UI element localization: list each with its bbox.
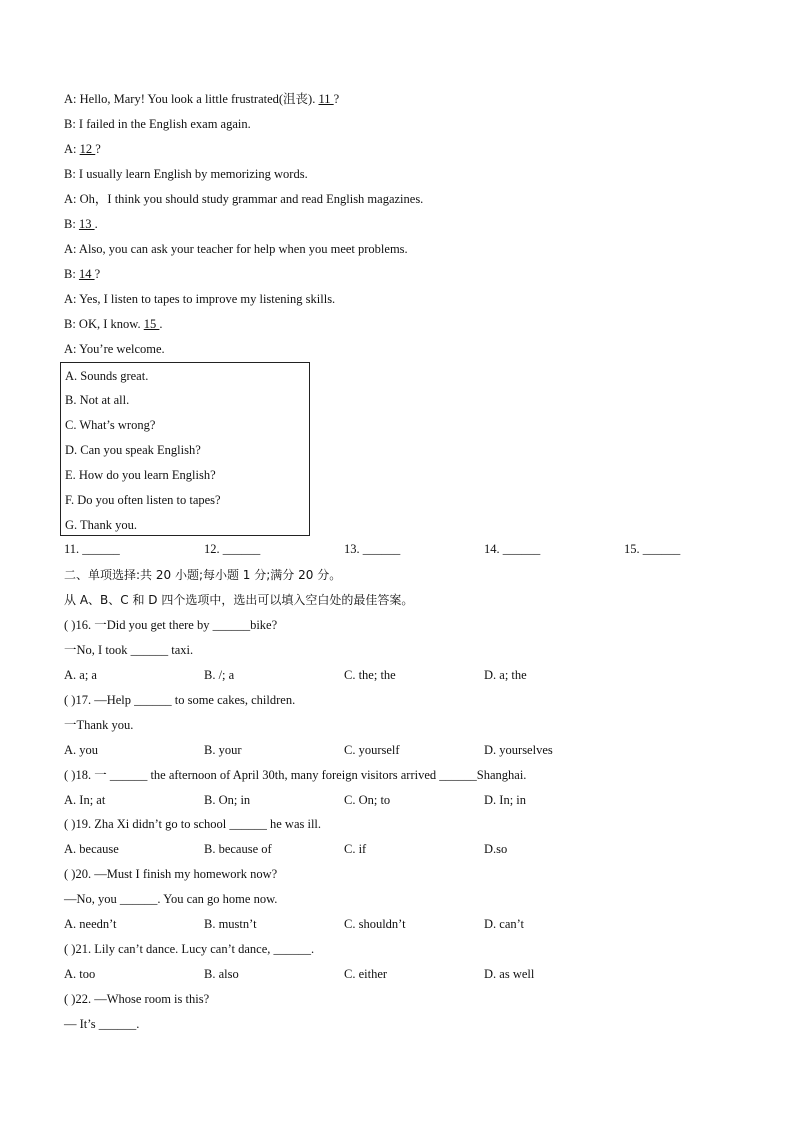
blank-12: 12 [79,142,96,156]
blank-13: 13 [78,217,95,231]
q19-option-a[interactable]: A. because [64,842,119,856]
answer-blank-15[interactable]: 15. ______ [624,542,681,556]
q16-option-a[interactable]: A. a; a [64,668,97,682]
q17-option-c[interactable]: C. yourself [344,743,400,757]
question-20-reply: —No, you ______. You can go home now. [64,892,278,906]
q16-option-d[interactable]: D. a; the [484,668,527,682]
q17-option-b[interactable]: B. your [204,743,242,757]
question-21-stem: ( )21. Lily can’t dance. Lucy can’t dance, ______. [64,942,315,956]
question-18-stem: ( )18. 一 ______ the afternoon of April 30th, many foreign visitors arrived ______Shanghai. [64,768,527,782]
answer-blanks-row [64,542,704,558]
options-box [60,362,310,536]
q19-option-b[interactable]: B. because of [204,842,272,856]
dialogue-line-7: A: Also, you can ask your teacher for help when you meet problems. [64,242,408,256]
dialogue-line-5: A: Oh，I think you should study grammar and read English magazines. [64,192,424,206]
question-17-reply: 一Thank you. [64,718,134,732]
q20-option-c[interactable]: C. shouldn’t [344,917,406,931]
q21-option-b[interactable]: B. also [204,967,239,981]
answer-blank-11[interactable]: 11. ______ [64,542,120,556]
option-c: C. What’s wrong? [65,418,156,432]
blank-14: 14 [78,267,95,281]
q21-option-c[interactable]: C. either [344,967,388,981]
q20-option-b[interactable]: B. mustn’t [204,917,257,931]
dialogue-line-1: A: Hello, Mary! You look a little frustrated(沮丧). 11 ? [64,92,340,106]
question-16-reply: 一No, I took ______ taxi. [64,643,194,657]
q19-option-d[interactable]: D.so [484,842,508,856]
dialogue-line-8: B: 14 ? [64,267,101,281]
dialogue-line-9: A: Yes, I listen to tapes to improve my listening skills. [64,292,336,306]
q21-option-d[interactable]: D. as well [484,967,535,981]
option-e: E. How do you learn English? [65,468,216,482]
q16-option-b[interactable]: B. /; a [204,668,235,682]
question-22-stem: ( )22. —Whose room is this? [64,992,210,1006]
question-17-stem: ( )17. —Help ______ to some cakes, children. [64,693,296,707]
option-f: F. Do you often listen to tapes? [65,493,221,507]
q18-option-a[interactable]: A. In; at [64,793,106,807]
dialogue-line-6: B: 13 . [64,217,98,231]
dialogue-line-3: A: 12 ? [64,142,101,156]
q17-option-a[interactable]: A. you [64,743,99,757]
option-a: A. Sounds great. [65,369,149,383]
q21-option-a[interactable]: A. too [64,967,96,981]
q18-option-b[interactable]: B. On; in [204,793,251,807]
q18-option-c[interactable]: C. On; to [344,793,391,807]
q20-option-a[interactable]: A. needn’t [64,917,117,931]
dialogue-line-10: B: OK, I know. 15 . [64,317,163,331]
answer-blank-13[interactable]: 13. ______ [344,542,401,556]
section-2-instruction: 从 A、B、C 和 D 四个选项中，选出可以填入空白处的最佳答案。 [64,593,414,607]
q18-option-d[interactable]: D. In; in [484,793,527,807]
q20-option-d[interactable]: D. can’t [484,917,525,931]
question-22-reply: — It’s ______. [64,1017,140,1031]
blank-11: 11 [318,92,334,106]
blank-15: 15 [143,317,160,331]
dialogue-line-2: B: I failed in the English exam again. [64,117,251,131]
q17-option-d[interactable]: D. yourselves [484,743,553,757]
option-d: D. Can you speak English? [65,443,201,457]
q16-option-c[interactable]: C. the; the [344,668,396,682]
section-2-title: 二、单项选择:共 20 小题;每小题 1 分;满分 20 分。 [64,568,342,582]
question-20-stem: ( )20. —Must I finish my homework now? [64,867,278,881]
question-16-stem: ( )16. 一Did you get there by ______bike? [64,618,278,632]
option-b: B. Not at all. [65,393,130,407]
q19-option-c[interactable]: C. if [344,842,367,856]
dialogue-line-11: A: You’re welcome. [64,342,165,356]
dialogue-line-4: B: I usually learn English by memorizing words. [64,167,308,181]
question-19-stem: ( )19. Zha Xi didn’t go to school ______ he was ill. [64,817,322,831]
answer-blank-14[interactable]: 14. ______ [484,542,541,556]
answer-blank-12[interactable]: 12. ______ [204,542,261,556]
option-g: G. Thank you. [65,518,137,532]
